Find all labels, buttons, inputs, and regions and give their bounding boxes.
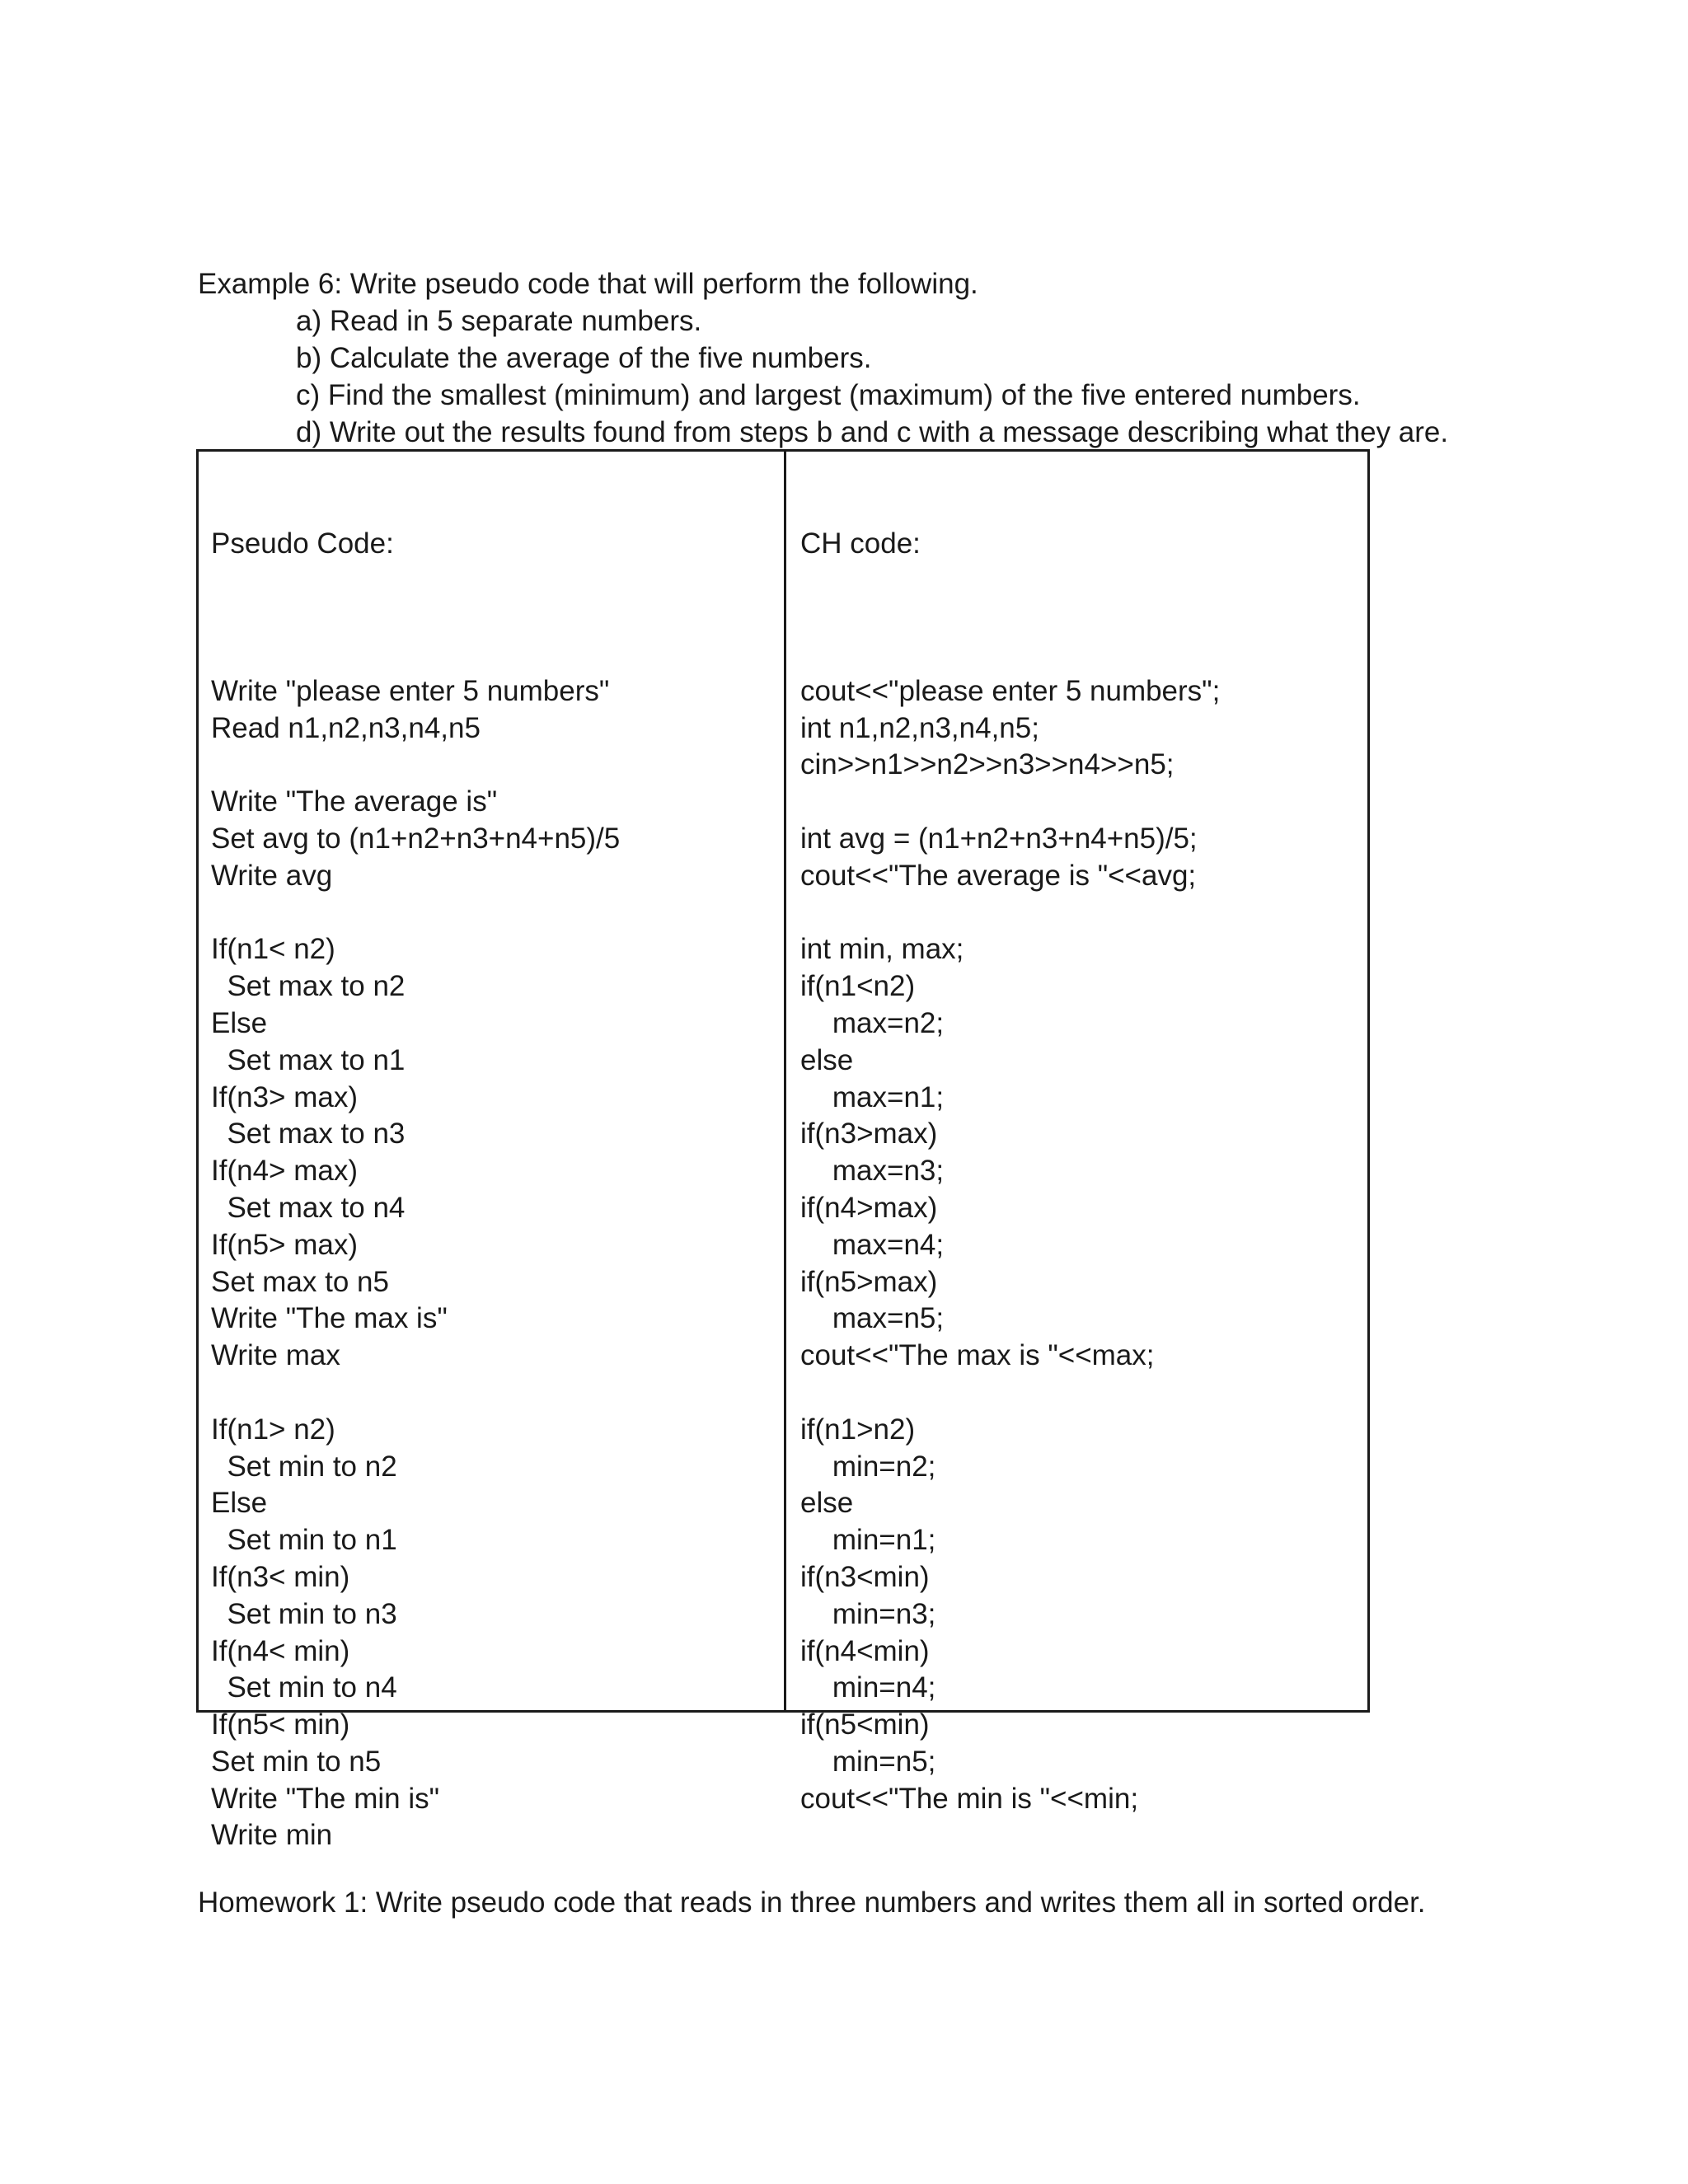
ch-code-line: if(n5>max) [800,1265,938,1298]
pseudo-code-line: Set min to n4 [211,1671,397,1704]
ch-code-line: max=n2; [800,1006,945,1039]
pseudo-code-line: Set avg to (n1+n2+n3+n4+n5)/5 [211,822,621,855]
ch-code-line: else [800,1043,854,1076]
pseudo-code-line [211,1375,620,1412]
pseudo-code-line: Read n1,n2,n3,n4,n5 [211,711,481,744]
homework-text: Homework 1: Write pseudo code that reads in three numbers and writes them all in sorted order. [198,1886,1426,1919]
ch-code-line: cin>>n1>>n2>>n3>>n4>>n5; [800,748,1175,781]
pseudo-code-line: Set min to n1 [211,1524,397,1557]
ch-code-line: if(n4<min) [800,1634,930,1667]
ch-code-line: if(n4>max) [800,1191,938,1224]
pseudo-code-line: Write "The min is" [211,1782,440,1815]
ch-code-line: max=n3; [800,1155,945,1188]
ch-code-line [800,1375,1220,1412]
pseudo-code-line: If(n4< min) [211,1634,350,1667]
ch-code-line: int min, max; [800,933,964,966]
ch-code-line: cout<<"The max is "<<max; [800,1339,1155,1372]
pseudo-code-line: Write avg [211,859,333,892]
pseudo-code-line: Set min to n3 [211,1597,397,1630]
pseudo-code-line [211,636,620,673]
pseudo-code-line: Write max [211,1339,340,1372]
ch-code-line: else [800,1487,854,1520]
ch-code-line: cout<<"The average is "<<avg; [800,859,1197,892]
pseudo-code-line [211,895,620,932]
pseudo-code-line: If(n5< min) [211,1708,350,1741]
ch-code-line [800,636,1220,673]
ch-code-line: int n1,n2,n3,n4,n5; [800,711,1039,744]
ch-code-line [800,784,1220,821]
ch-code-line: cout<<"please enter 5 numbers"; [800,674,1221,707]
ch-code-line: min=n3; [800,1597,936,1630]
pseudo-code-line: If(n4> max) [211,1155,358,1188]
step-c: c) Find the smallest (minimum) and largest (maximum) of the five entered numbers. [296,379,1361,411]
ch-code-line: if(n5<min) [800,1708,930,1741]
ch-code-line: if(n1<n2) [800,970,916,1003]
pseudo-code-column [211,452,620,1854]
pseudo-code-line: Set max to n4 [211,1191,406,1224]
ch-code-line: if(n1>n2) [800,1413,916,1446]
pseudo-code-line: Write "The max is" [211,1302,448,1335]
step-d: d) Write out the results found from steps b and c with a message describing what they are. [296,416,1449,448]
pseudo-code-line: Write min [211,1819,333,1852]
ch-code-line: int avg = (n1+n2+n3+n4+n5)/5; [800,822,1198,855]
ch-code-line: if(n3<min) [800,1560,930,1593]
ch-code-header: CH code: [800,527,921,560]
pseudo-code-line: Write "please enter 5 numbers" [211,674,610,707]
ch-code-line: min=n4; [800,1671,936,1704]
pseudo-code-line: Set max to n3 [211,1118,406,1151]
pseudo-code-header: Pseudo Code: [211,527,394,560]
pseudo-code-line: Set min to n5 [211,1745,382,1778]
column-divider [784,452,786,1710]
pseudo-code-line: Set min to n2 [211,1450,397,1483]
ch-code-line: max=n1; [800,1080,945,1113]
ch-code-line: if(n3>max) [800,1118,938,1151]
pseudo-code-line: If(n1< n2) [211,933,335,966]
pseudo-code-line: Write "The average is" [211,785,498,818]
ch-code-line: cout<<"The min is "<<min; [800,1782,1139,1815]
pseudo-code-line: If(n3> max) [211,1080,358,1113]
ch-code-line [800,895,1220,932]
pseudo-code-line: Set max to n5 [211,1265,389,1298]
step-b: b) Calculate the average of the five numbers. [296,342,872,374]
ch-code-line: min=n5; [800,1745,936,1778]
example-heading: Example 6: Write pseudo code that will perform the following. [198,268,978,300]
pseudo-code-line: If(n5> max) [211,1228,358,1261]
pseudo-code-line: If(n3< min) [211,1560,350,1593]
ch-code-line: min=n2; [800,1450,936,1483]
step-a: a) Read in 5 separate numbers. [296,305,702,337]
pseudo-code-line [211,747,620,784]
pseudo-code-line: Set max to n1 [211,1043,406,1076]
ch-code-line: min=n1; [800,1524,936,1557]
pseudo-code-line: Else [211,1487,268,1520]
ch-code-column [800,452,1220,1817]
ch-code-line: max=n5; [800,1302,945,1335]
pseudo-code-line: Else [211,1006,268,1039]
pseudo-code-line: Set max to n2 [211,970,406,1003]
step-list [296,302,1448,451]
code-comparison-table [196,449,1370,1852]
ch-code-line: max=n4; [800,1228,945,1261]
pseudo-code-line: If(n1> n2) [211,1413,335,1446]
